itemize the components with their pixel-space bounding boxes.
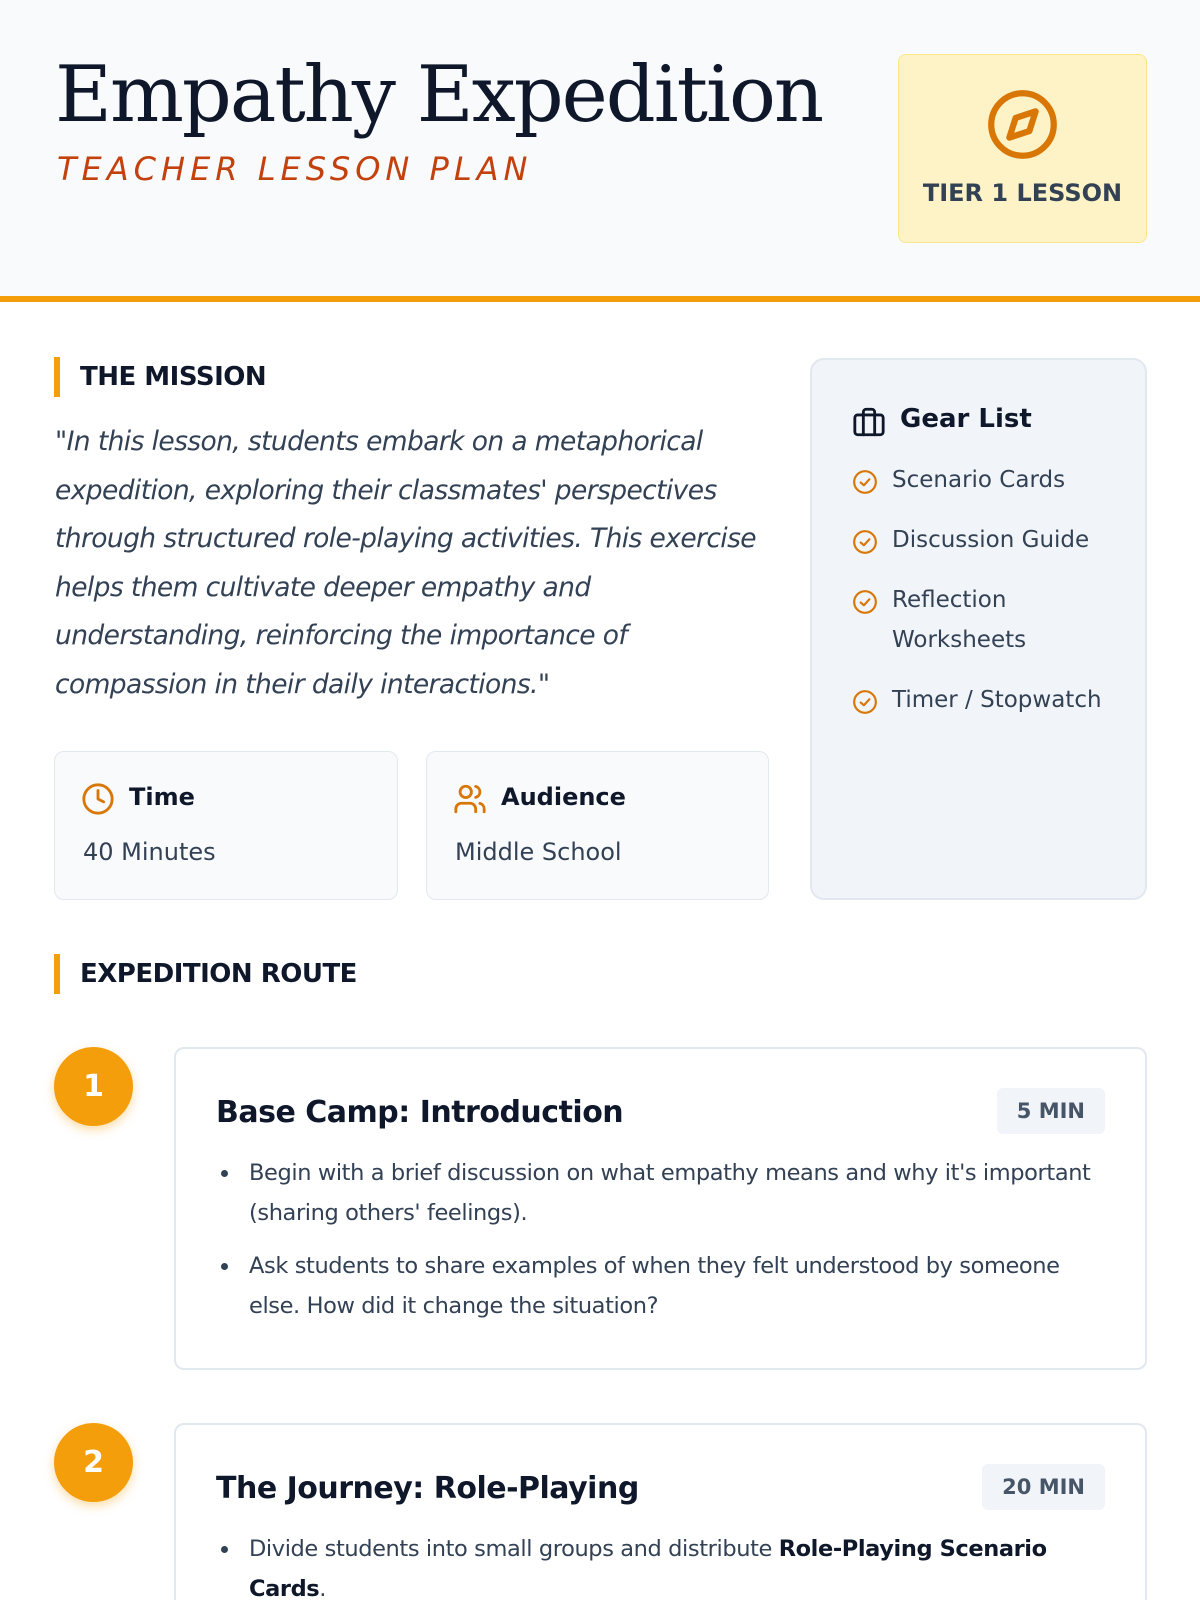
step-bullet: Begin with a brief discussion on what empathy means and why it's important (sharing others' feelings). [216, 1153, 1096, 1233]
check-circle-icon [852, 469, 878, 495]
users-icon [453, 782, 487, 816]
gear-item [852, 680, 1132, 720]
step-bullet-text: Divide students into small groups and distribute [249, 1536, 779, 1562]
gear-item-label: Reflection Worksheets [892, 587, 1027, 653]
audience-value: Middle School [455, 838, 622, 866]
step-card [174, 1047, 1147, 1370]
briefcase-icon [852, 405, 886, 439]
mission-heading: THE MISSION [54, 357, 266, 397]
route-heading: EXPEDITION ROUTE [54, 954, 357, 994]
gear-items [852, 460, 1132, 740]
time-card [54, 751, 398, 900]
time-value: 40 Minutes [83, 838, 216, 866]
gear-item [852, 460, 1132, 500]
check-circle-icon [852, 529, 878, 555]
gear-list-panel [810, 358, 1147, 900]
step-bullets [216, 1529, 1096, 1600]
step-bullet-end: . [319, 1576, 327, 1600]
step-card [174, 1423, 1147, 1600]
check-circle-icon [852, 689, 878, 715]
step-title: The Journey: Role-Playing [216, 1471, 639, 1506]
tier-badge [898, 54, 1147, 243]
step-bullet-bold: Role-Playing Scenario Cards [249, 1536, 1047, 1600]
page-subtitle: TEACHER LESSON PLAN [57, 150, 533, 188]
step-number: 2 [54, 1423, 133, 1502]
step-duration-badge: 20 MIN [982, 1464, 1105, 1510]
mission-text: "In this lesson, students embark on a metaphorical expedition, exploring their classmates' perspectives through structured role-playing activities. This exercise helps them cultivate deeper empathy and understanding, reinforcing the importance of compassion in their daily interactions." [55, 426, 756, 700]
clock-icon [81, 782, 115, 816]
check-circle-icon [852, 589, 878, 615]
gear-item [852, 520, 1132, 560]
step-bullet [216, 1529, 1096, 1600]
time-title: Time [129, 783, 195, 811]
step-title: Base Camp: Introduction [216, 1095, 624, 1130]
step-duration-badge: 5 MIN [997, 1088, 1105, 1134]
gear-item-label: Discussion Guide [892, 527, 1090, 553]
step-bullets [216, 1153, 1096, 1339]
header [0, 0, 1200, 302]
tier-label: TIER 1 LESSON [922, 179, 1123, 207]
page-title: Empathy Expedition [55, 50, 823, 140]
step-number: 1 [54, 1047, 133, 1126]
gear-item-label: Scenario Cards [892, 467, 1066, 493]
compass-icon [985, 87, 1060, 162]
step-bullet: Ask students to share examples of when they felt understood by someone else. How did it change the situation? [216, 1246, 1096, 1326]
gear-item-label: Timer / Stopwatch [892, 687, 1102, 713]
gear-list-title: Gear List [900, 404, 1032, 434]
gear-item [852, 580, 1132, 660]
audience-title: Audience [501, 783, 626, 811]
audience-card [426, 751, 769, 900]
